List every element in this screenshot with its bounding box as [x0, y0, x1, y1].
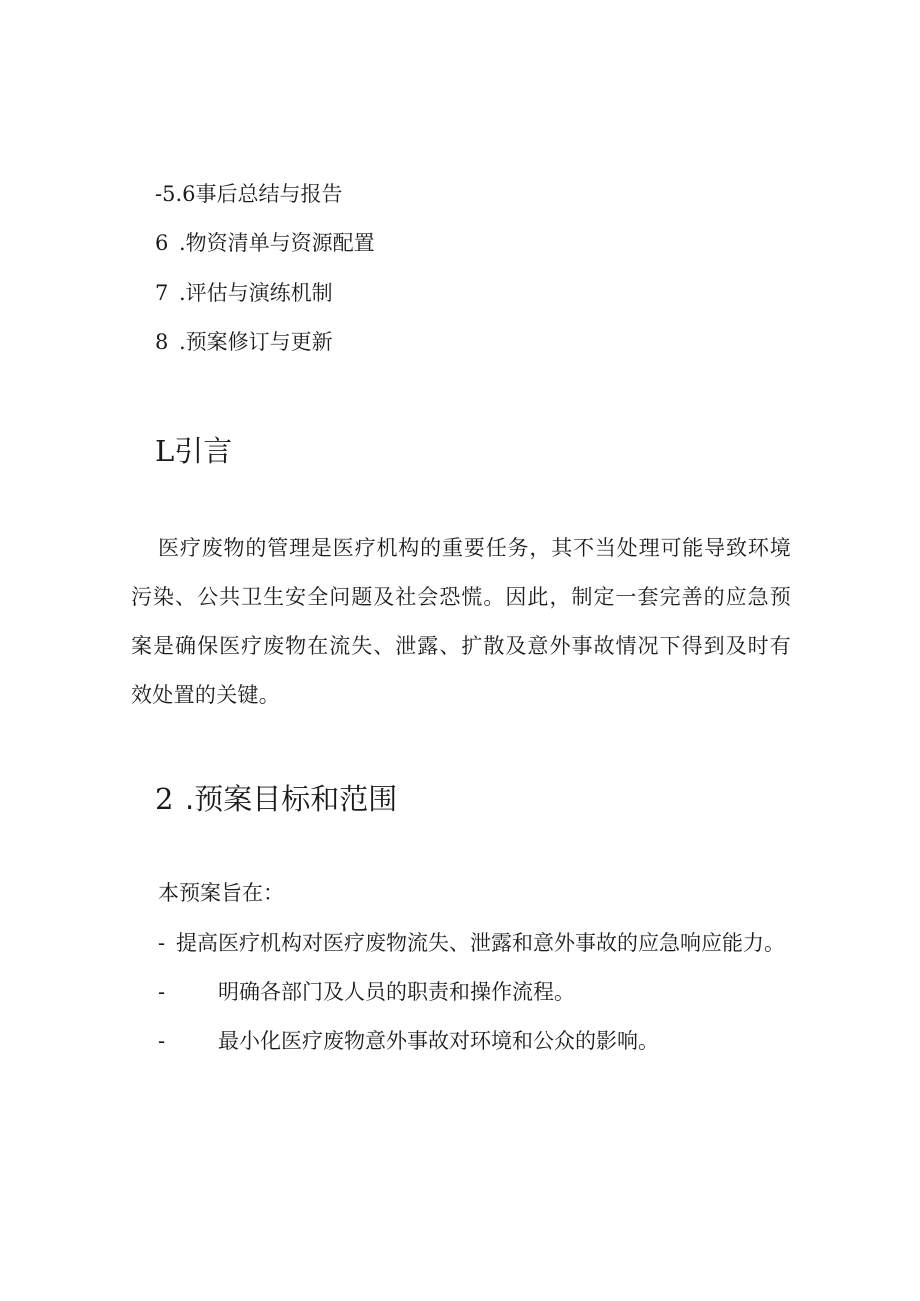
bullet-dash: -	[158, 980, 166, 1004]
toc-item-number: 7	[155, 281, 169, 305]
toc-item-number: 8	[155, 330, 169, 354]
bullet-text: 明确各部门及人员的职责和操作流程。	[218, 980, 575, 1004]
bullet-dash: -	[158, 1029, 166, 1053]
section-2-intro: 本预案旨在：	[158, 881, 284, 905]
toc-item-text: .物资清单与资源配置	[179, 231, 375, 255]
section-1-paragraph: 医疗废物的管理是医疗机构的重要任务，其不当处理可能导致环境污染、公共卫生安全问题及社会恐慌。因此，制定一套完善的应急预案是确保医疗废物在流失、泄露、扩散及意外事故情况下得到及时有效处置的关键。	[131, 536, 791, 707]
bullet-dash: -	[158, 931, 166, 955]
toc-item-8	[155, 332, 333, 353]
section-1-heading	[155, 434, 233, 468]
bullet-item	[158, 982, 575, 1003]
section-2-heading-text: .预案目标和范围	[185, 782, 398, 816]
toc-item-5-6	[155, 184, 343, 205]
bullet-text: 提高医疗机构对医疗废物流失、泄露和意外事故的应急响应能力。	[176, 931, 785, 955]
section-1-heading-number: L	[155, 434, 175, 468]
section-1-heading-text: 引言	[174, 434, 233, 468]
toc-item-text: .评估与演练机制	[179, 281, 333, 305]
toc-item-text: -5.6事后总结与报告	[155, 182, 343, 206]
toc-item-6	[155, 233, 375, 254]
section-2-heading	[155, 782, 398, 816]
toc-item-number: 6	[155, 231, 169, 255]
bullet-item	[158, 933, 785, 954]
toc-item-7	[155, 283, 333, 304]
bullet-item	[158, 1031, 659, 1052]
section-2-heading-number: 2	[155, 782, 174, 816]
toc-item-text: .预案修订与更新	[179, 330, 333, 354]
bullet-text: 最小化医疗废物意外事故对环境和公众的影响。	[218, 1029, 659, 1053]
